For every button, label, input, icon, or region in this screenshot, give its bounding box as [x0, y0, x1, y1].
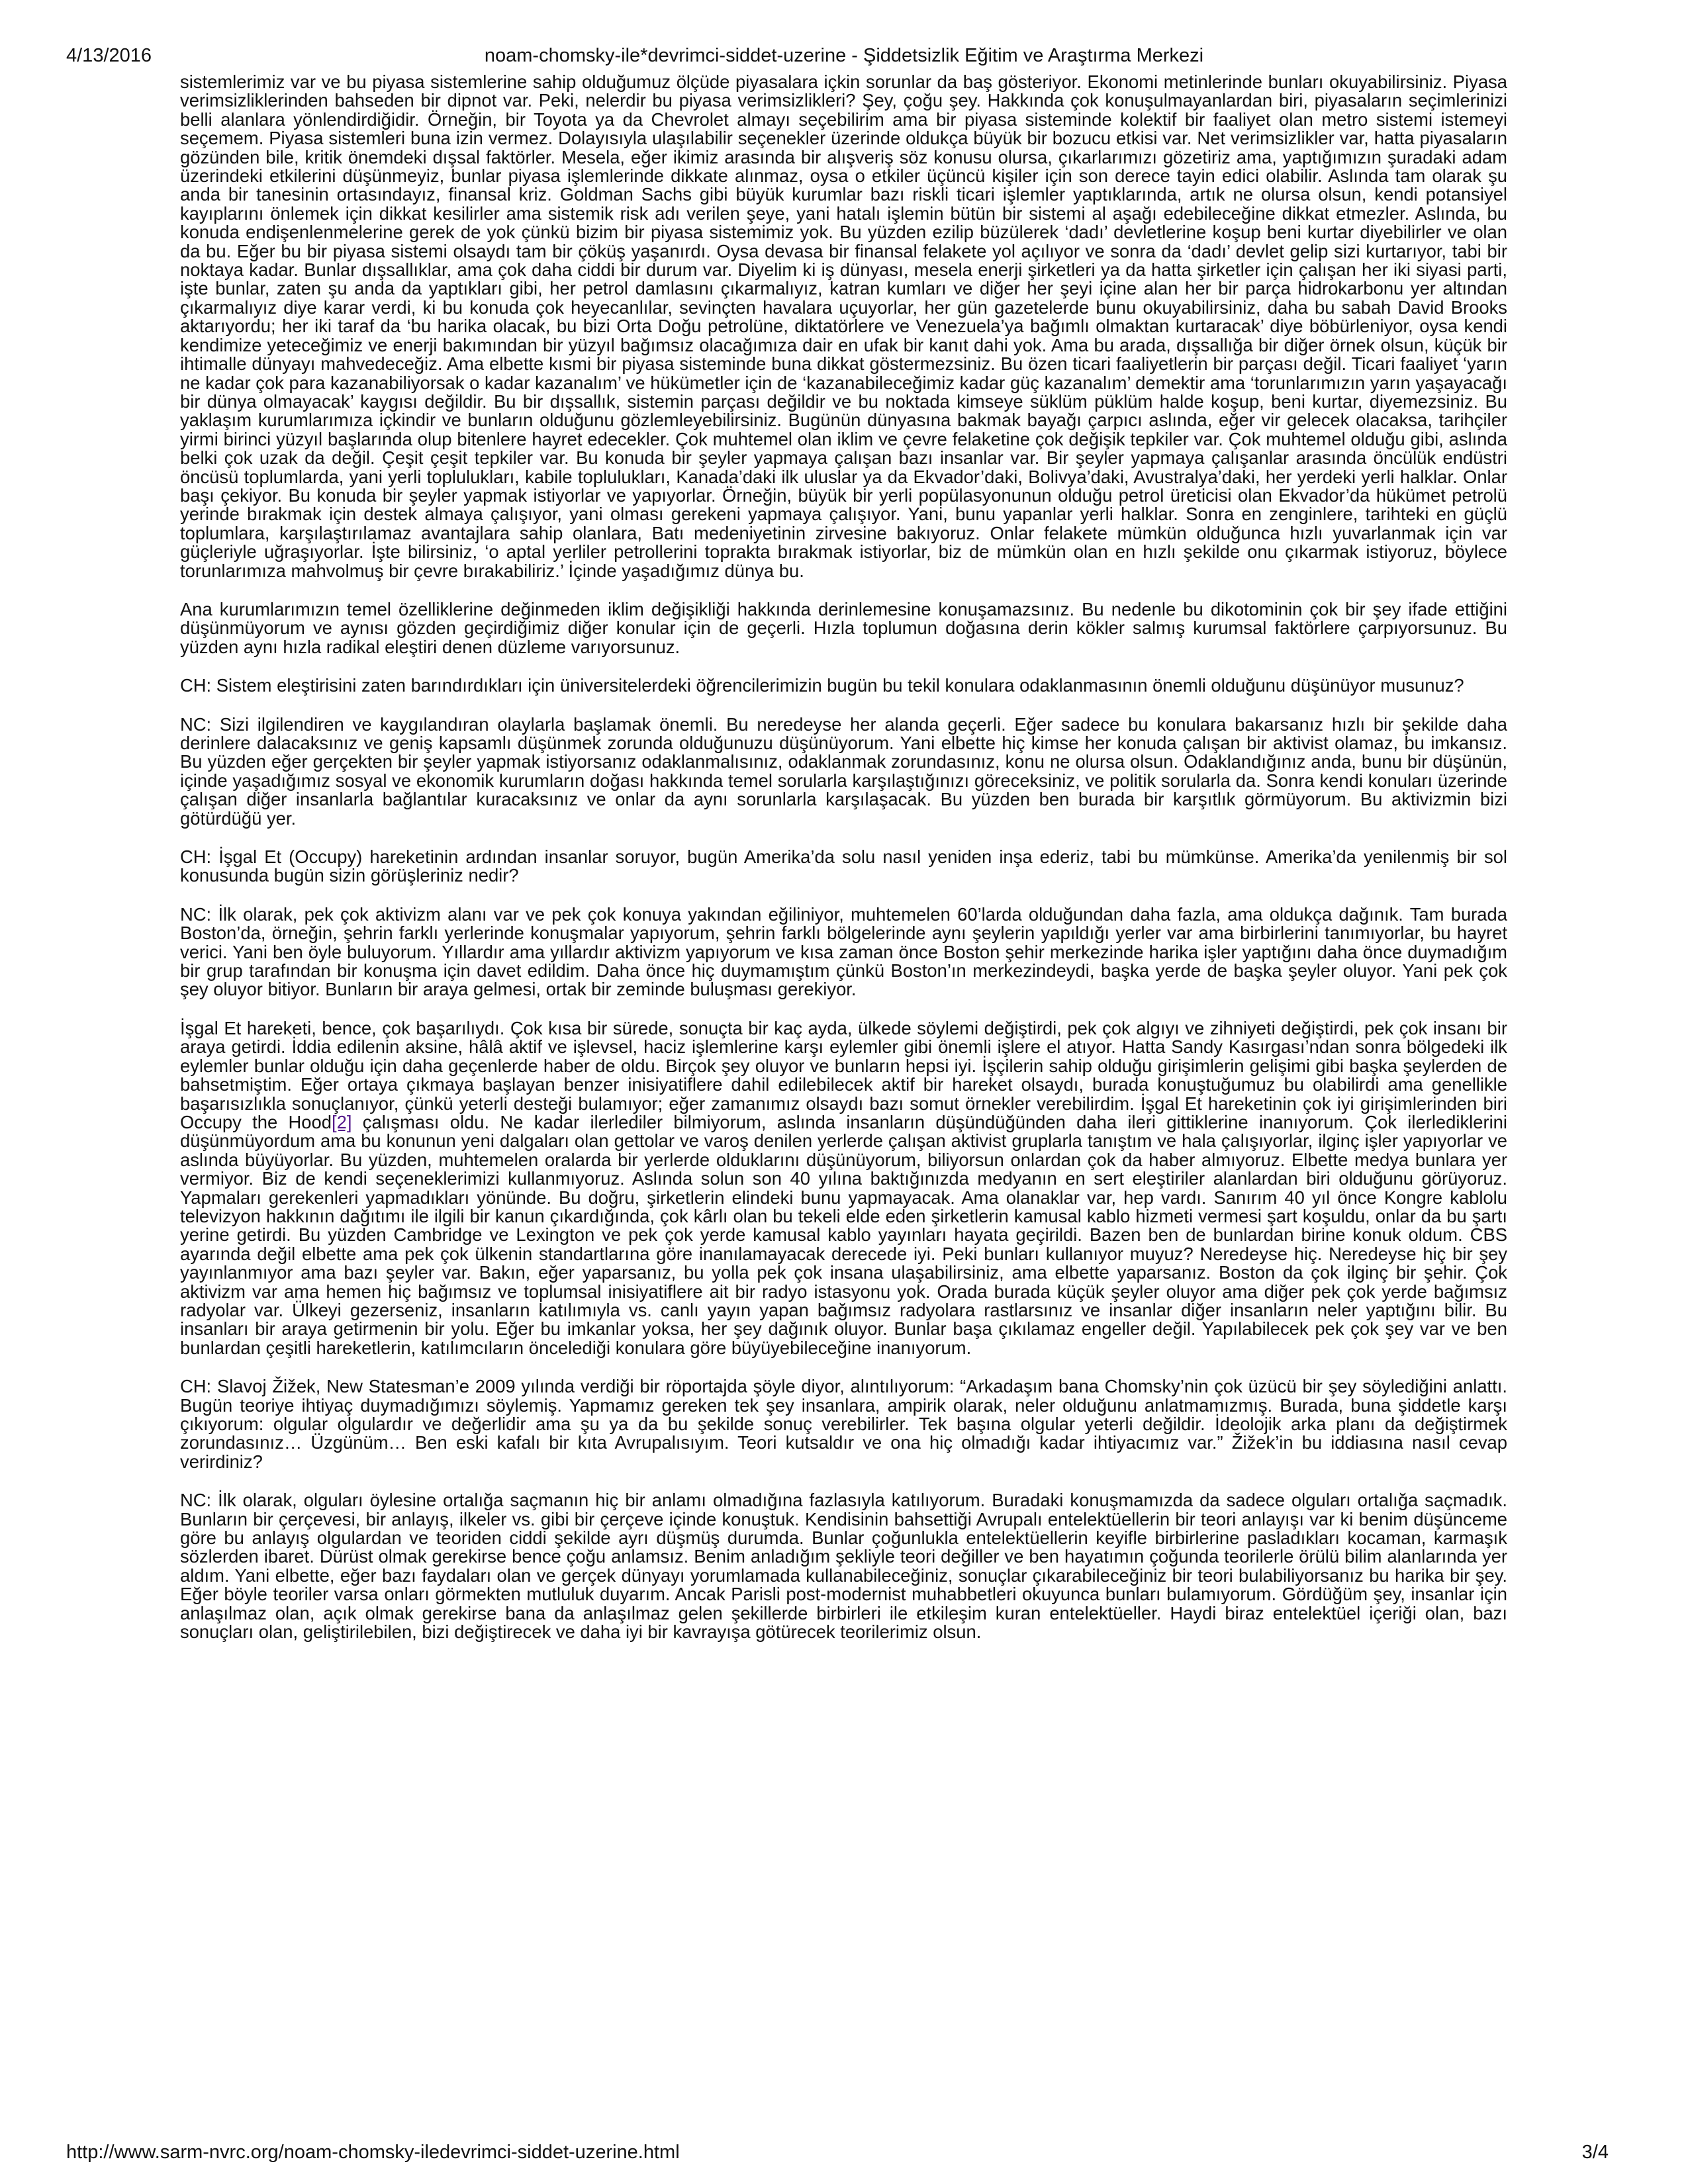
paragraph-text: çalışması oldu. Ne kadar ilerlediler bilmiyorum, aslında insanların düşündüğünden daha ileri gittiklerine inanıyorum. Çok ilerlediklerini düşünmüyordum ama bu konunun yeni dalgaları olan gettolar ve varoş denilen yerlerde çalışan aktivist gruplarla tanıştım ve hala çalışıyorlar, ilginç işler yapıyorlar ve aslında büyüyorlar. Bu yüzden, muhtemelen oralarda bir yerlerde olduklarını düşünüyorum, biliyorsun onlardan çok da haber almıyoruz. Elbette medya bunlara yer vermiyor. Biz de kendi seçeneklerimizi kullanmıyoruz. Aslında solun son 40 yılına baktığınızda medyanın en sert eleştiriler alanlardan biri olduğunu görüyoruz. Yapmaları gerekenleri yapmadıkları yönünde. Bu doğru, şirketlerin elindeki bunu yapmayacak. Ama olanaklar var, hep vardı. Sanırım 40 yıl önce Kongre kablolu televizyon hakkının dağıtımı ile ilgili bir kanun çıkardığında, çok kârlı olan bu tekeli elde eden şirketlerin kamusal kablo hizmeti vermesi şart koşuldu, onlar da bu şartı yerine getirdi. Bu yüzden Cambridge ve Lexington ve pek çok yerde kamusal kablo yayınları hayata geçirildi. Bazen ben de bunlardan birine konuk oldum. CBS ayarında değil elbette ama pek çok ülkenin standartlarına göre inanılamayacak derecede iyi. Peki bunları kullanıyor muyuz? Neredeyse hiç. Neredeyse hiç bir şey yayınlanmıyor ama bazı şeyler var. Bakın, eğer yaparsanız, bu yolla pek çok insana ulaşabilirsiniz, ama elbette yaparsanız. Boston da çok ilginç bir şehir. Çok aktivizm var ama hemen hiç bağımsız ve toplumsal inisiyatiflere ait bir radyo istasyonu yok. Orada burada küçük şeyler oluyor ama diğer pek çok yerde bağımsız radyolar var. Ülkeyi gezerseniz, insanların katılımıyla vs. canlı yayın yapan bağımsız radyolara rastlarsınız ve insanlar diğer insanların neler yaptığını bilir. Bu insanları bir araya getirmenin bir yolu. Eğer bu imkanlar yoksa, her şey dağınık oluyor. Bunlar başa çıkılamaz engeller değil. Yapılabilecek pek çok şey var ve ben bunlardan çeşitli hareketlerin, katılımcıların öncelediği konulara göre büyüyebileceğine inanıyorum. — [180, 1111, 1507, 1358]
page-url: http://www.sarm-nvrc.org/noam-chomsky-iledevrimci-siddet-uzerine.html — [66, 2142, 680, 2163]
page-footer — [66, 2138, 1622, 2167]
question-paragraph: CH: İşgal Et (Occupy) hareketinin ardından insanlar soruyor, bugün Amerika’da solu nasıl yeniden inşa ederiz, tabi bu mümkünse. Amerika’da yenilenmiş bir sol konusunda bugün sizin görüşleriniz nedir? — [180, 846, 1507, 886]
page-title: noam-chomsky-ile*devrimci-siddet-uzerine - Şiddetsizlik Eğitim ve Araştırma Merkezi — [484, 45, 1204, 66]
page-header — [66, 41, 1622, 70]
article-body — [180, 73, 1507, 1661]
paragraph: sistemlerimiz var ve bu piyasa sistemlerine sahip olduğumuz ölçüde piyasalara içkin sorunlar da baş gösteriyor. Ekonomi metinlerinde bunları okuyabilirsiniz. Piyasa verimsizliklerinden bahseden bir dipnot var. Peki, nelerdir bu piyasa verimsizlikleri? Şey, çoğu şey. Hakkında çok konuşulmayanlardan biri, piyasaların seçimlerinizi belli alanlara yönlendirdiğidir. Örneğin, bir Toyota ya da Chevrolet almayı seçebilirim ama bir piyasa sisteminde kolektif bir faaliyet olan metro sistemi istemeyi seçemem. Piyasa sistemleri buna izin vermez. Dolayısıyla ulaşılabilir seçenekler üzerinde oldukça büyük bir bozucu etkisi var. Net verimsizlikler var, hatta piyasaların gözünden bile, kritik önemdeki dışsal faktörler. Mesela, eğer ikimiz arasında bir alışveriş söz konusu olursa, çıkarlarımızı gözetiriz ama, yaptığımızın şuradaki adam üzerindeki etkilerini düşünmeyiz, bunlar piyasa işlemlerinde dikkate alınmaz, oysa o etkiler üçüncü kişiler için son derece tayin edici olabilir. Aslında tam olarak şu anda bir tanesinin ortasındayız, finansal kriz. Goldman Sachs gibi büyük kurumlar bazı riskli ticari işlemler yaptıklarında, artık ne olursa olsun, kendi potansiyel kayıplarını önlemek için dikkat kesilirler ama sistemik risk adı verilen şeye, yani hatalı işlemin bütün bir sistemi al aşağı edebileceğine dikkat etmezler. Aslında, bu konuda endişenlenmelerine gerek de yok çünkü bizim bir piyasa sistemimiz yok. Bu yüzden ezilip büzülerek ‘dadı’ devletlerine koşup beni kurtar diyebilirler ve olan da bu. Eğer bu bir piyasa sistemi olsaydı tam bir çöküş yaşanırdı. Oysa devasa bir finansal felakete yol açılıyor ve sonra da ‘dadı’ devlet gelip sizi kurtarıyor, tabi bir noktaya kadar. Bunlar dışsallıklar, ama çok daha ciddi bir durum var. Diyelim ki iş dünyası, mesela enerji şirketleri ya da hatta şirketler için çalışan her iki siyasi parti, işte bunlar, zaten şu anda da yaptıkları gibi, her petrol damlasını çıkarmalıyız, katran kumları ve diğer her şeyi içine alan her bir parça hidrokarbonu yer altından çıkarmalıyız diye karar verdi, ki bu konuda çok heyecanlılar, sevinçten havalara uçuyorlar, her gün gazetelerde bunu okuyabilirsiniz, daha bu sabah David Brooks aktarıyordu; her iki taraf da ‘bu harika olacak, bu bizi Orta Doğu petrolüne, diktatörlere ve Venezuela’ya bağımlı olmaktan kurtaracak’ diye böbürleniyor, oysa kendi kendimize yeteceğimiz ve enerji bakımından bir yüzyıl bağımsız olacağımıza dair en ufak bir kanıt dahi yok. Ama bu arada, dışsallığa bir diğer örnek olsun, küçük bir ihtimalle dünyayı mahvedeceğiz. Ama elbette kısmi bir piyasa sisteminde buna dikkat göstermezsiniz. Bu özen ticari faaliyetlerin bir parçası değil. Ticari faaliyet ‘yarın ne kadar çok para kazanabiliyorsak o kadar kazanalım’ ve hükümetler için de ‘kazanabileceğimiz kadar güç kazanalım’ demektir ama ‘torunlarımızın yarın yaşayacağı bir dünya olmayacak’ kaygısı değildir. Bu bir dışsallık, sistemin parçası değildir ve bu noktada kimseye süklüm püklüm halde koşup, beni kurtar, diyemezsiniz. Bu yaklaşım kurumlarımıza içkindir ve bunların olduğunu gözlemleyebilirsiniz. Bugünün dünyasına bakmak bayağı çarpıcı aslında, eğer vir gelecek olacaksa, tarihçiler yirmi birinci yüzyıl başlarında olup bitenlere hayret edecekler. Çok muhtemel olan iklim ve çevre felaketine çok değişik tepkiler var. Çok muhtemel olduğu gibi, aslında belki çok uzak da değil. Çeşit çeşit tepkiler var. Bu konuda bir şeyler yapmaya çalışan bazı insanlar var. Bir şeyler yapmaya çalışanlar arasında öncülük endüstri öncüsü toplumlarda, yani yerli toplulukları, kabile toplulukları, Kanada’daki ilk uluslar ya da Ekvador’daki, Bolivya’daki, Avustralya’daki, her yerdeki yerli halklar. Onlar başı çekiyor. Bu konuda bir şeyler yapmak istiyorlar ve yapıyorlar. Örneğin, büyük bir yerli popülasyonunun olduğu petrol üreticisi olan Ekvador’da hükümet petrolü yerinde bırakmak için destek almaya çalışıyor, yani olması gerekeni yapmaya çalışıyor. Yani, bunu yapanlar yerli halklar. Sonra en zenginlere, tarihteki en güçlü toplumlara, karşılaştırılamaz avantajlara sahip olanlara, Batı medeniyetinin zirvesine bakıyoruz. Onlar felakete mümkün olduğunca hızlı yuvarlanmak için var güçleriyle uğraşıyorlar. İşte bilirsiniz, ‘o aptal yerliler petrollerini toprakta bırakmak istiyorlar, biz de mümkün olan en hızlı şekilde onu çıkarmak istiyoruz, böylece torunlarımıza mahvolmuş bir çevre bırakabiliriz.’ İçinde yaşadığımız dünya bu. — [180, 71, 1507, 581]
paragraph — [180, 1019, 1507, 1357]
question-paragraph: CH: Sistem eleştirisini zaten barındırdıkları için üniversitelerdeki öğrencilerimizin bugün bu tekil konulara odaklanmasının önemli olduğunu düşünüyor musunuz? — [180, 675, 1464, 696]
paragraph-text: İşgal Et hareketi, bence, çok başarılıydı. Çok kısa bir sürede, sonuçta bir kaç ayda, ülkede söylemi değiştirdi, pek çok algıyı ve zihniyeti değiştirdi, pek çok insanı bir araya getirdi. İddia edilenin aksine, hâlâ aktif ve işlevsel, haciz işlemlerine karşı eylemler gibi önemli işlere el atıyor. Hatta Sandy Kasırgası’ndan sonra bölgedeki ilk eylemler bunlar olduğu için daha geçenlerde haber de oldu. Birçok şey oluyor ve bunların hepsi iyi. İşçilerin sahip olduğu girişimlerin gelişimi gibi başka şeylerden de bahsetmiştim. Eğer ortaya çıkmaya başlayan benzer inisiyatiflere dahil edilebilecek aktif bir hareket olsaydı, burada konuştuğumuz bu olabilirdi ama genellikle başarısızlıkla sonuçlanıyor, çünkü yeterli desteği bulamıyor; eğer zamanımız olsaydı bazı somut örnekler verebilirdim. İşgal Et hareketinin çok iyi girişimlerinden biri Occupy the Hood — [180, 1017, 1507, 1132]
answer-paragraph: NC: İlk olarak, olguları öylesine ortalığa saçmanın hiç bir anlamı olmadığına fazlasıyla katılıyorum. Buradaki konuşmamızda da sadece olguları ortalığa saçmadık. Bunların bir çerçevesi, bir anlayış, ilkeler vs. gibi bir çerçeve içinde konuştuk. Kendisinin bahsettiği Avrupalı entelektüellerin bir teori anlayışı var ki benim düşünceme göre bu anlayış olgulardan ve teoriden ciddi şekilde ayrı düşmüş durumda. Bunlar çoğunlukla entelektüellerin keyifle birbirlerine pasladıkları kocaman, karmaşık sözlerden ibaret. Dürüst olmak gerekirse bence çoğu anlamsız. Benim anladığım şekliyle teori değiller ve ben hayatımın çoğunda teorilerle örülü bilim alanlarında yer aldım. Yani elbette, eğer bazı faydaları olan ve gerçek dünyayı yorumlamada kullanabileceğiniz, sonuçlar çıkarabileceğiniz bir teori bulabiliyorsanız bu harika bir şey. Eğer böyle teoriler varsa onları görmekten mutluluk duyarım. Ancak Parisli post-modernist muhabbetleri okuyunca bunları bulamıyorum. Gördüğüm şey, insanlar için anlaşılmaz olan, açık olmak gerekirse bana da anlaşılmaz gelen şekillerde birbirleri ile etkileşim kuran entelektüeller. Haydi biraz entelektüel içeriği olan, bazı sonuçları olan, geliştirilebilen, bizi değiştirecek ve daha iyi bir kavrayışa götürecek teorilerimiz olsun. — [180, 1490, 1507, 1643]
paragraph: Ana kurumlarımızın temel özelliklerine değinmeden iklim değişikliği hakkında derinlemesine konuşamazsınız. Bu nedenle bu dikotominin çok bir şey ifade ettiğini düşünmüyorum ve aynısı gözden geçirdiğimiz diğer konular için de geçerli. Hızla toplumun doğasına derin kökler salmış kurumsal faktörlere çarpıyorsunuz. Bu yüzden aynı hızla radikal eleştiri denen düzleme varıyorsunuz. — [180, 598, 1507, 657]
footnote-link[interactable]: [2] — [332, 1111, 352, 1132]
answer-paragraph: NC: İlk olarak, pek çok aktivizm alanı var ve pek çok konuya yakından eğiliniyor, muhtemelen 60’larda olduğundan daha fazla, ama oldukça dağınık. Tam burada Boston’da, örneğin, şehrin farklı yerlerinde konuşmalar yapıyorum, şehrin farklı bölgelerinde aynı şeylerin yapıldığı yerler var ama birbirlerini tanımıyorlar, bu hayret verici. Yani ben öyle buluyorum. Yıllardır ama yıllardır aktivizm yapıyorum ve kısa zaman önce Boston şehir merkezinde harika işler yaptığını daha önce duymadığım bir grup tarafından bir konuşma için davet edildim. Daha önce hiç duymamıştım çünkü Boston’ın merkezindeydi, başka yerde de başka şeyler oluyor. Yani pek çok şey oluyor bitiyor. Bunların bir araya gelmesi, ortak bir zeminde buluşması gerekiyor. — [180, 903, 1507, 1000]
page-number: 3/4 — [1581, 2142, 1609, 2163]
print-date: 4/13/2016 — [66, 45, 152, 66]
answer-paragraph: NC: Sizi ilgilendiren ve kaygılandıran olaylarla başlamak önemli. Bu neredeyse her alanda geçerli. Eğer sadece bu konulara bakarsanız hızlı bir şekilde daha derinlere dalacaksınız ve geniş kapsamlı düşünmek zorunda olduğunuzu düşünüyorum. Yani elbette hiç kimse her konuda çalışan bir aktivist olamaz, bu imkansız. Bu yüzden eğer gerçekten bir şeyler yapmak istiyorsanız odaklanmalısınız, odaklanmak zorundasınız, konu ne olursa olsun. Odaklandığınız anda, bunu bir düşünün, içinde yaşadığımız sosyal ve ekonomik kurumların doğası hakkında temel sorularla karşılaştığınızı göreceksiniz, ve politik sorularla da. Sonra kendi konuları üzerinde çalışan diğer insanlarla bağlantılar kuracaksınız ve onlar da aynı sorunlarla karşılaşacak. Bu yüzden ben burada bir karşıtlık görmüyorum. Bu aktivizmin bizi götürdüğü yer. — [180, 713, 1507, 829]
question-paragraph: CH: Slavoj Žižek, New Statesman’e 2009 yılında verdiği bir röportajda şöyle diyor, alıntılıyorum: “Arkadaşım bana Chomsky’nin çok üzücü bir şey söylediğini anlattı. Bugün teoriye ihtiyaç duymadığımızı söylemiş. Yapmamız gereken tek şey insanlara, ampirik olarak, neler olduğunu anlatmamızmış. Burada, buna şiddetle karşı çıkıyorum: olgular olgulardır ve değerlidir ama şu ya da bu şekilde sonuç verebilirler. Tek başına olgular yeterli değildir. İdeolojik arka planı da değiştirmek zorundasınız… Üzgünüm… Ben eski kafalı bir kıta Avrupalısıyım. Teori kutsaldır ve ona hiç olmadığı kadar ihtiyacımız var.” Žižek’in bu iddiasına nasıl cevap verirdiniz? — [180, 1376, 1507, 1472]
